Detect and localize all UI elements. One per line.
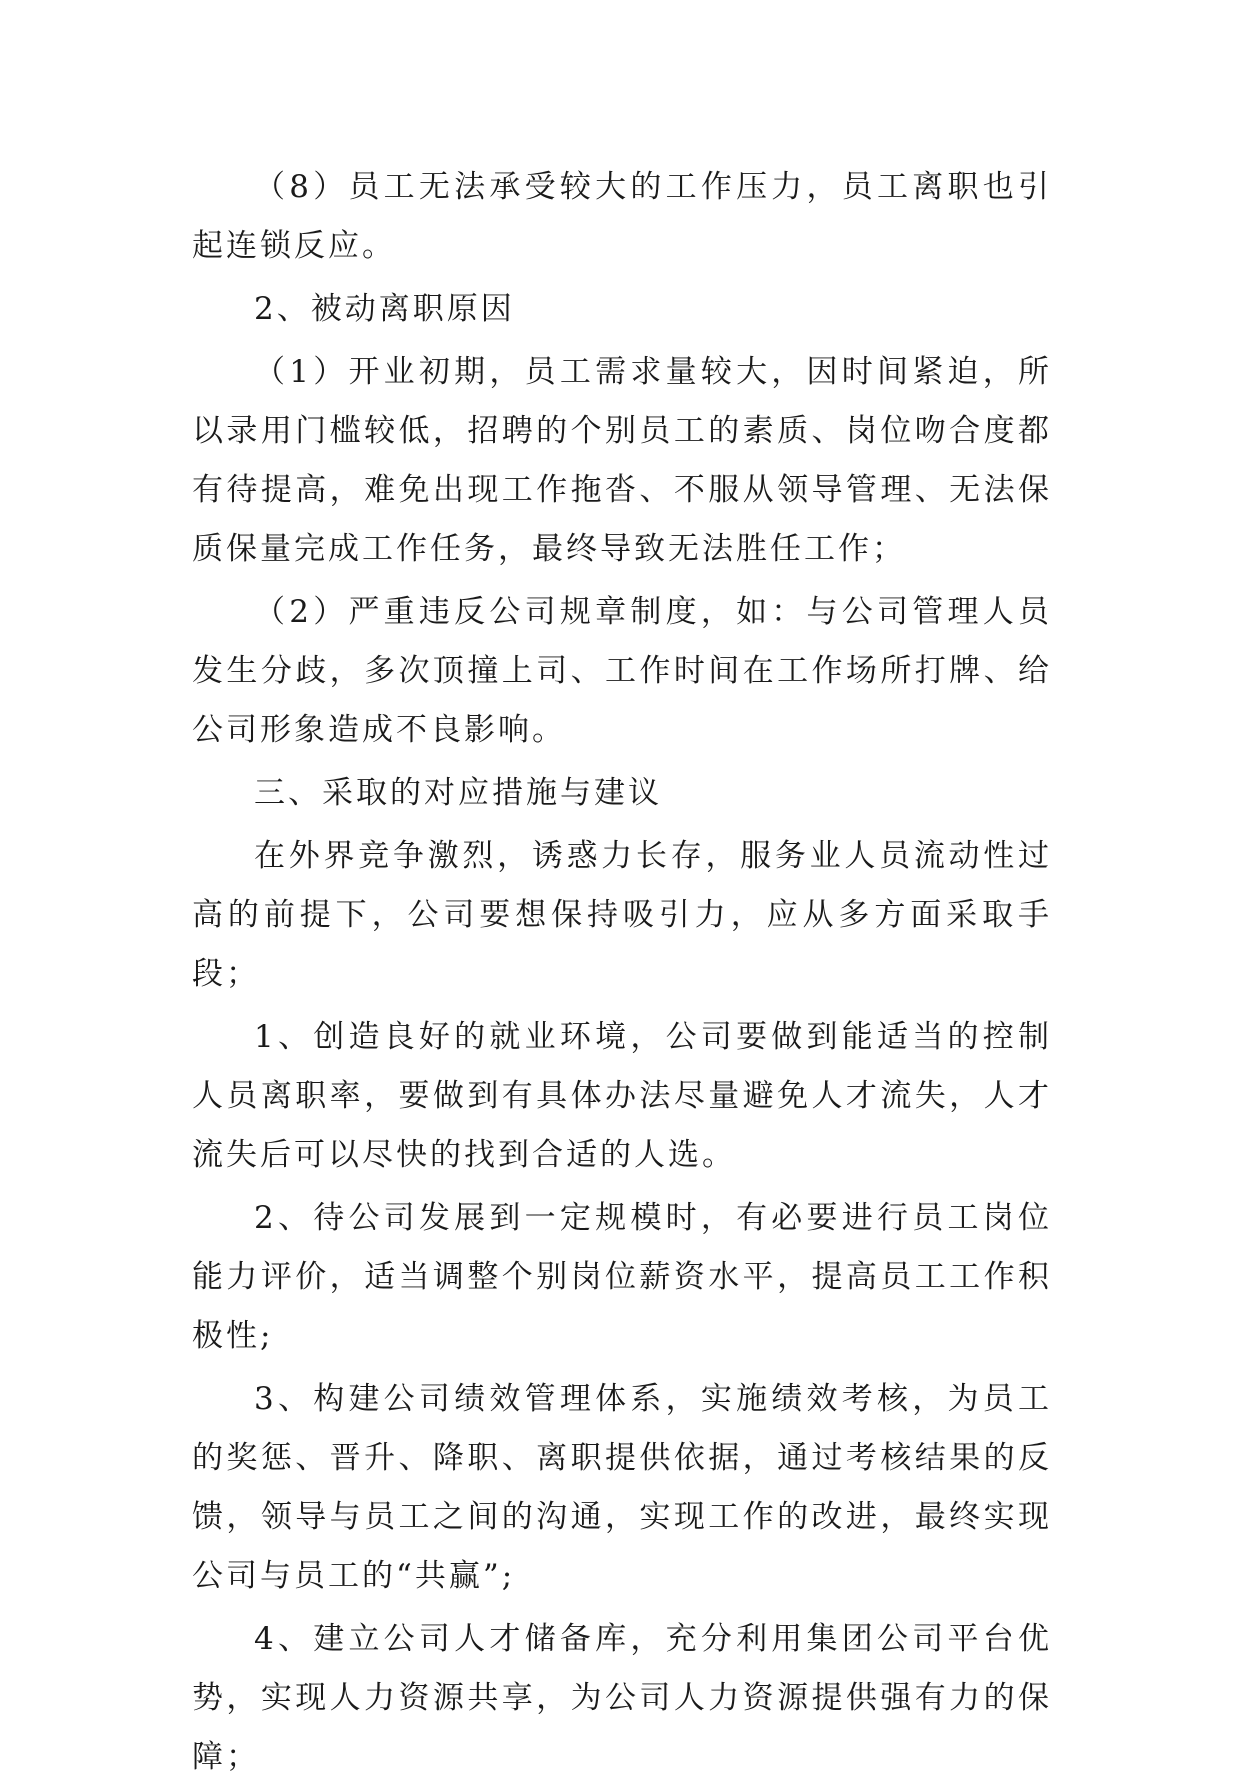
paragraph-resignation-pressure: （8）员工无法承受较大的工作压力，员工离职也引起连锁反应。 bbox=[192, 169, 1052, 264]
paragraph-rule-violation: （2）严重违反公司规章制度，如：与公司管理人员发生分歧，多次顶撞上司、工作时间在工作场所打牌、给公司形象造成不良影响。 bbox=[192, 594, 1052, 748]
paragraph-measure-2: 2、待公司发展到一定规模时，有必要进行员工岗位能力评价，适当调整个别岗位薪资水平，提高员工工作积极性; bbox=[192, 1200, 1052, 1354]
paragraph-measure-3: 3、构建公司绩效管理体系，实施绩效考核，为员工的奖惩、晋升、降职、离职提供依据，通过考核结果的反馈，领导与员工之间的沟通，实现工作的改进，最终实现公司与员工的“共赢”; bbox=[192, 1381, 1052, 1594]
paragraph-low-threshold: （1）开业初期，员工需求量较大，因时间紧迫，所以录用门槛较低，招聘的个别员工的素质、岗位吻合度都有待提高，难免出现工作拖沓、不服从领导管理、无法保质保量完成工作任务，最终导致无法胜任工作； bbox=[192, 354, 1052, 567]
paragraph-measure-1: 1、创造良好的就业环境，公司要做到能适当的控制人员离职率，要做到有具体办法尽量避免人才流失，人才流失后可以尽快的找到合适的人选。 bbox=[192, 1019, 1052, 1173]
paragraph-measure-4: 4、建立公司人才储备库，充分利用集团公司平台优势，实现人力资源共享，为公司人力资源提供强有力的保障； bbox=[192, 1621, 1052, 1775]
paragraph-measures-intro: 在外界竞争激烈，诱惑力长存，服务业人员流动性过高的前提下，公司要想保持吸引力，应从多方面采取手段； bbox=[192, 838, 1052, 992]
section-heading-measures: 三、采取的对应措施与建议 bbox=[254, 775, 662, 811]
section-heading-passive-resignation: 2、被动离职原因 bbox=[254, 291, 515, 327]
document-body bbox=[192, 158, 1052, 1791]
